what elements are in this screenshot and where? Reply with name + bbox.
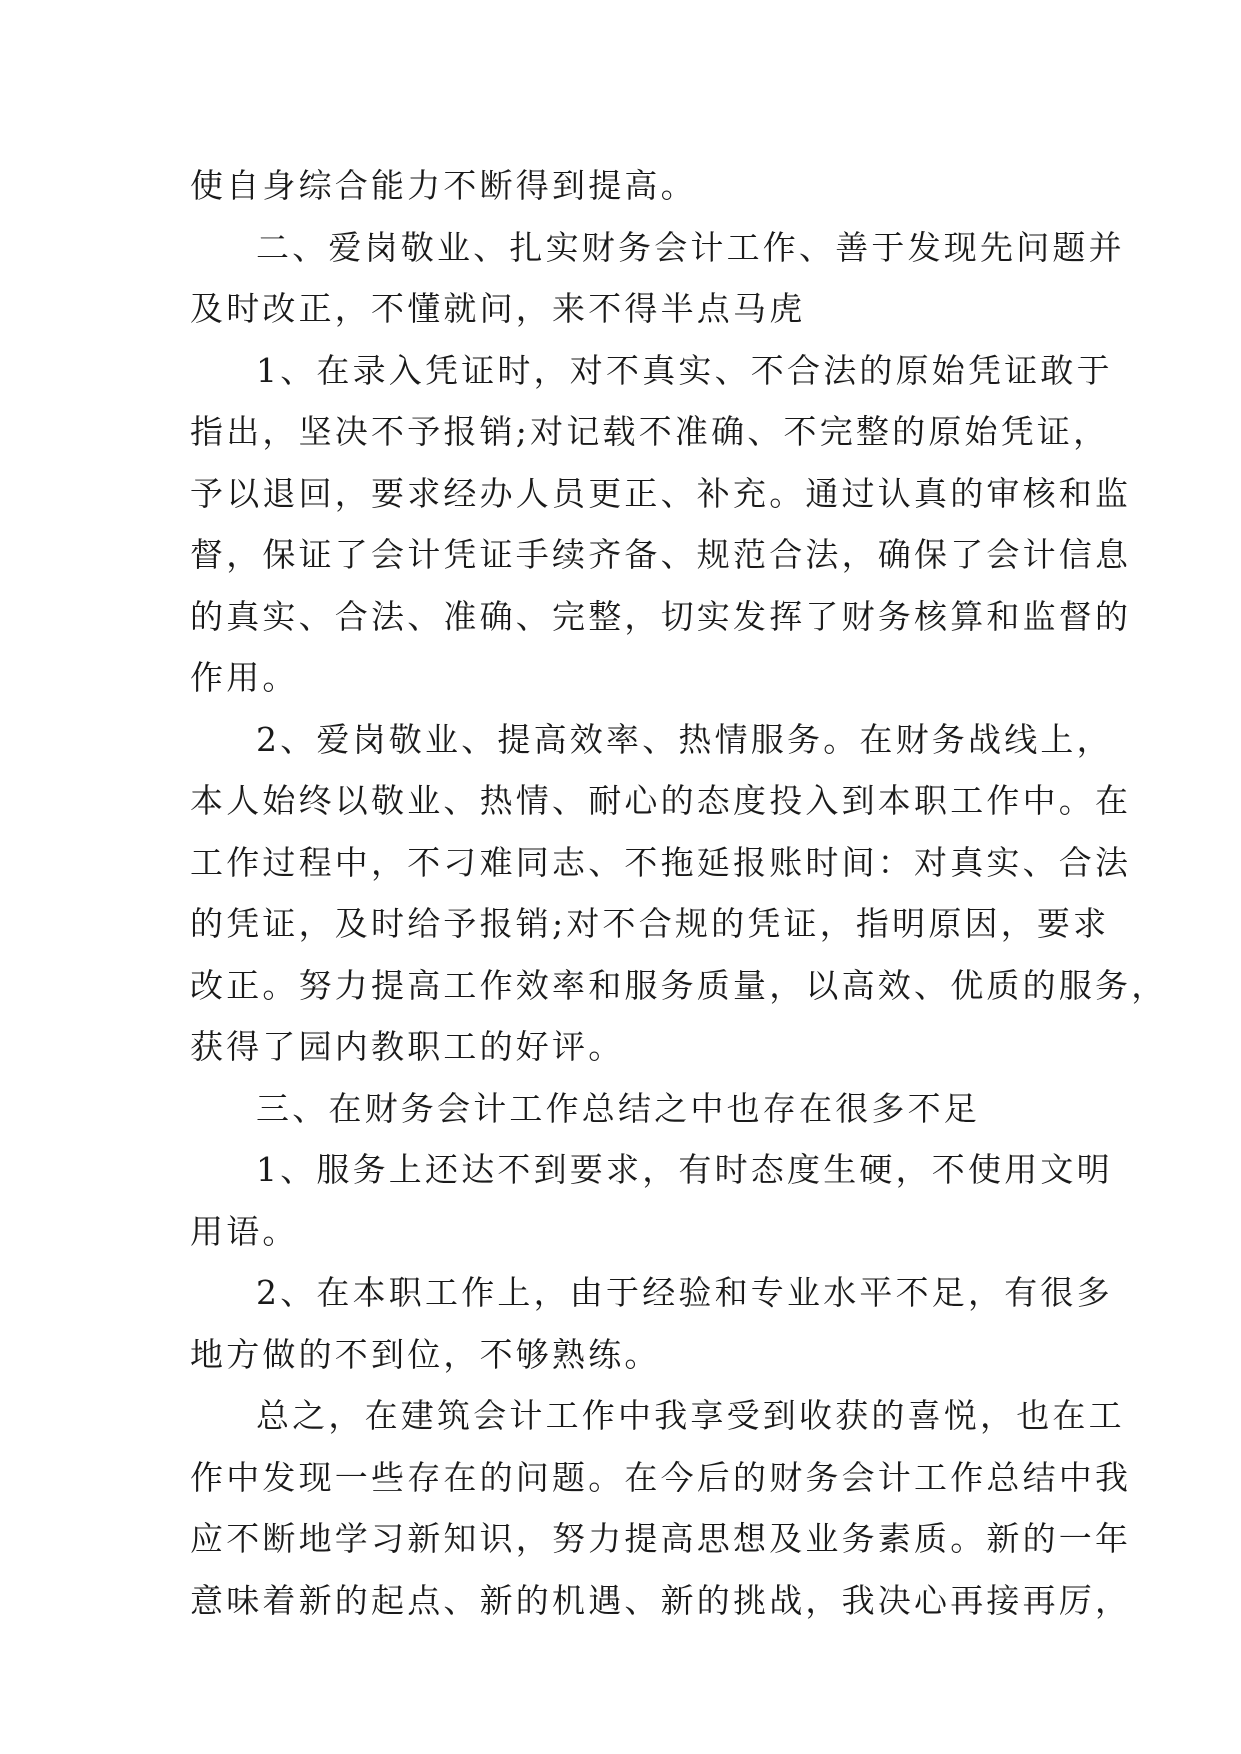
body-line: 予以退回，要求经办人员更正、补充。通过认真的审核和监 bbox=[190, 473, 1132, 513]
body-line: 用语。 bbox=[190, 1211, 299, 1251]
body-line: 的真实、合法、准确、完整，切实发挥了财务核算和监督的 bbox=[190, 596, 1132, 636]
section-heading: 三、在财务会计工作总结之中也存在很多不足 bbox=[256, 1088, 980, 1128]
body-line: 地方做的不到位，不够熟练。 bbox=[190, 1334, 661, 1374]
body-line: 1、在录入凭证时，对不真实、不合法的原始凭证敢于 bbox=[256, 350, 1113, 390]
body-line: 2、爱岗敬业、提高效率、热情服务。在财务战线上， bbox=[256, 719, 1113, 759]
body-line: 督，保证了会计凭证手续齐备、规范合法，确保了会计信息 bbox=[190, 535, 1132, 574]
document-body bbox=[190, 155, 1168, 1631]
body-line: 改正。努力提高工作效率和服务质量，以高效、优质的服务， bbox=[190, 965, 1168, 1005]
body-line: 2、在本职工作上，由于经验和专业水平不足，有很多 bbox=[256, 1273, 1113, 1312]
body-line: 作中发现一些存在的问题。在今后的财务会计工作总结中我 bbox=[190, 1457, 1132, 1497]
body-line: 工作过程中，不刁难同志、不拖延报账时间：对真实、合法 bbox=[190, 842, 1132, 882]
section-heading: 二、爱岗敬业、扎实财务会计工作、善于发现先问题并 bbox=[256, 227, 1125, 267]
body-line: 总之，在建筑会计工作中我享受到收获的喜悦，也在工 bbox=[256, 1396, 1125, 1435]
body-line: 意味着新的起点、新的机遇、新的挑战，我决心再接再厉， bbox=[190, 1580, 1132, 1620]
section-heading-continued: 及时改正，不懂就问，来不得半点马虎 bbox=[190, 289, 806, 328]
body-line: 使自身综合能力不断得到提高。 bbox=[190, 166, 697, 205]
body-line: 本人始终以敬业、热情、耐心的态度投入到本职工作中。在 bbox=[190, 781, 1132, 820]
body-line: 指出，坚决不予报销;对记载不准确、不完整的原始凭证， bbox=[190, 412, 1110, 451]
body-line: 应不断地学习新知识，努力提高思想及业务素质。新的一年 bbox=[190, 1519, 1132, 1558]
body-line: 获得了园内教职工的好评。 bbox=[190, 1027, 625, 1066]
body-line: 1、服务上还达不到要求，有时态度生硬，不使用文明 bbox=[256, 1150, 1113, 1189]
body-line: 的凭证，及时给予报销;对不合规的凭证，指明原因，要求 bbox=[190, 904, 1110, 943]
body-line: 作用。 bbox=[190, 658, 299, 697]
